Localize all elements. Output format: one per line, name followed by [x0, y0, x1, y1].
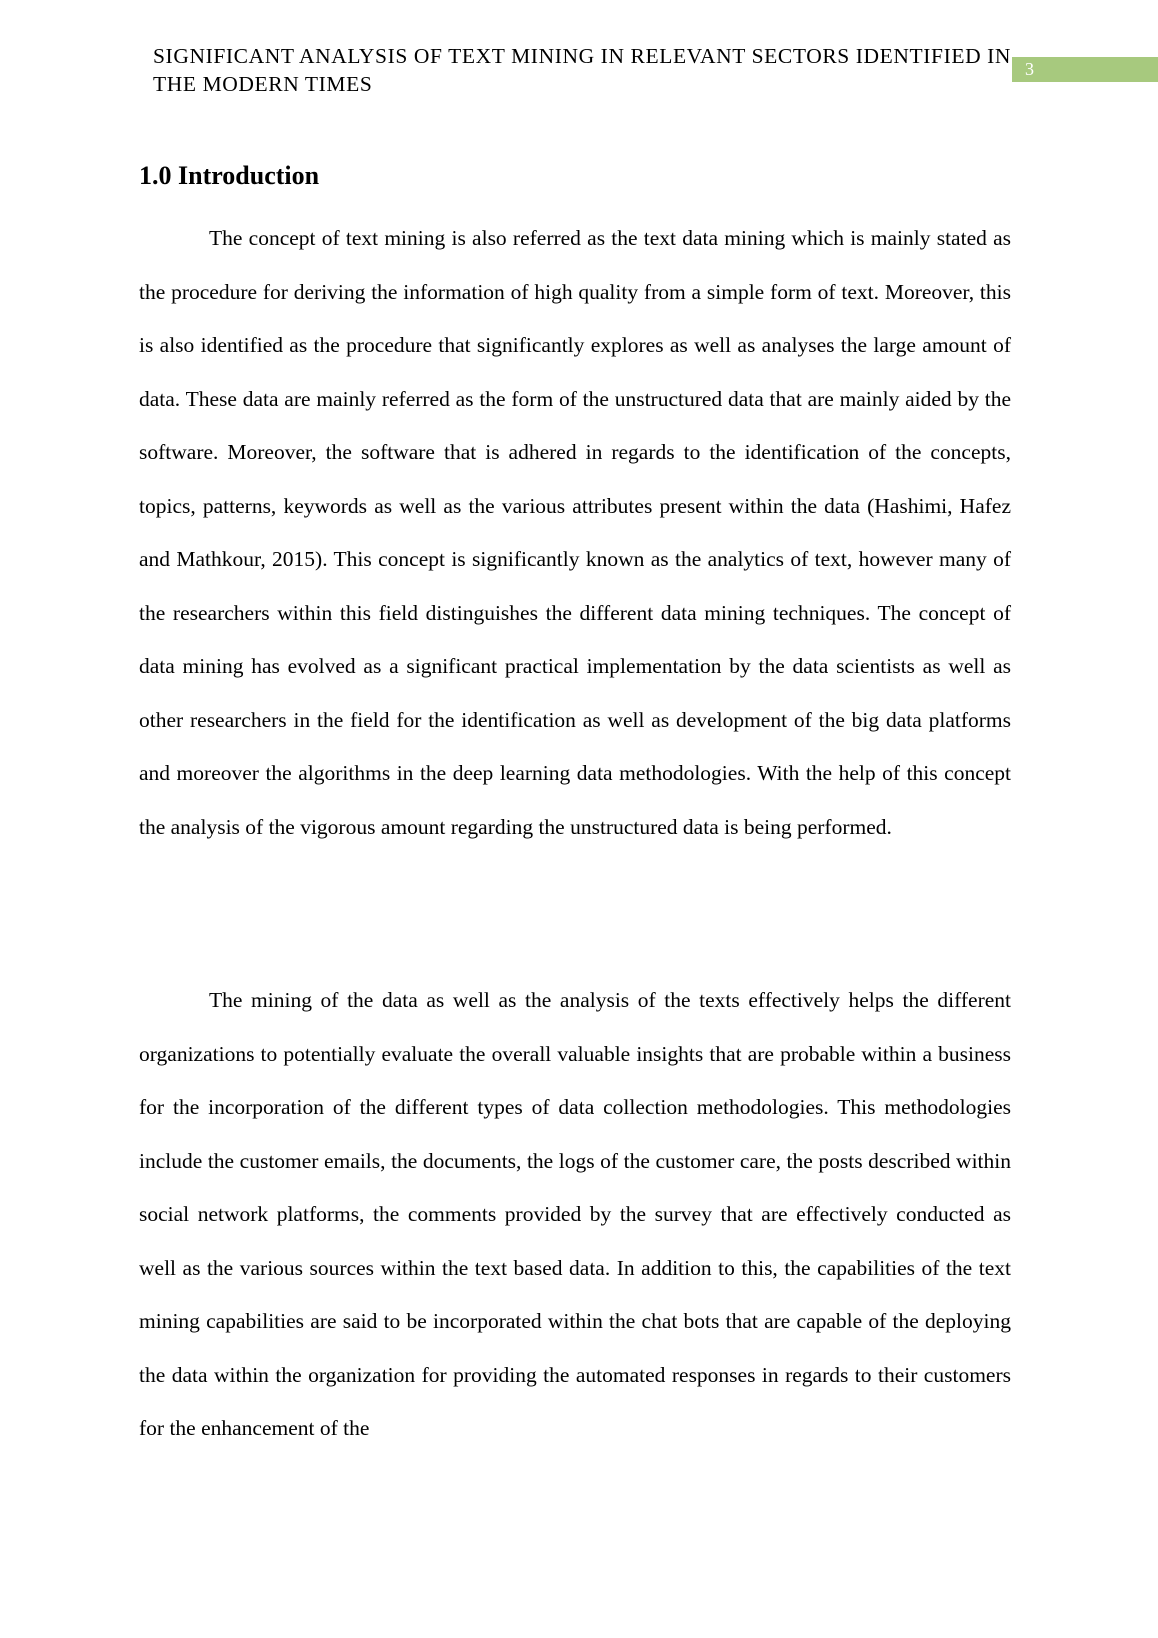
body-paragraph: The mining of the data as well as the analysis of the texts effectively helps the different organizations to potentially evaluate the overall valuable insights that are probable within a business for the incorporation of the different types of data collection methodologies. This methodologies include the customer emails, the documents, the logs of the customer care, the posts described within social network platforms, the comments provided by the survey that are effectively conducted as well as the various sources within the text based data. In addition to this, the capabilities of the text mining capabilities are said to be incorporated within the chat bots that are capable of the deploying the data within the organization for providing the automated responses in regards to their customers for the enhancement of the: [139, 988, 1011, 1440]
page-number-badge: 3: [1012, 57, 1158, 82]
running-header-title: SIGNIFICANT ANALYSIS OF TEXT MINING IN RELEVANT SECTORS IDENTIFIED IN THE MODERN TIMES: [153, 44, 1012, 96]
body-paragraph: The concept of text mining is also referred as the text data mining which is mainly stated as the procedure for deriving the information of high quality from a simple form of text. Moreover, this is also identified as the procedure that significantly explores as well as analyses the large amount of data. These data are mainly referred as the form of the unstructured data that are mainly aided by the software. Moreover, the software that is adhered in regards to the identification of the concepts, topics, patterns, keywords as well as the various attributes present within the data (Hashimi, Hafez and Mathkour, 2015). This concept is significantly known as the analytics of text, however many of the researchers within this field distinguishes the different data mining techniques. The concept of data mining has evolved as a significant practical implementation by the data scientists as well as other researchers in the field for the identification as well as development of the big data platforms and moreover the algorithms in the deep learning data methodologies. With the help of this concept the analysis of the vigorous amount regarding the unstructured data is being performed.: [139, 226, 1011, 839]
section-heading: 1.0 Introduction: [139, 161, 320, 190]
